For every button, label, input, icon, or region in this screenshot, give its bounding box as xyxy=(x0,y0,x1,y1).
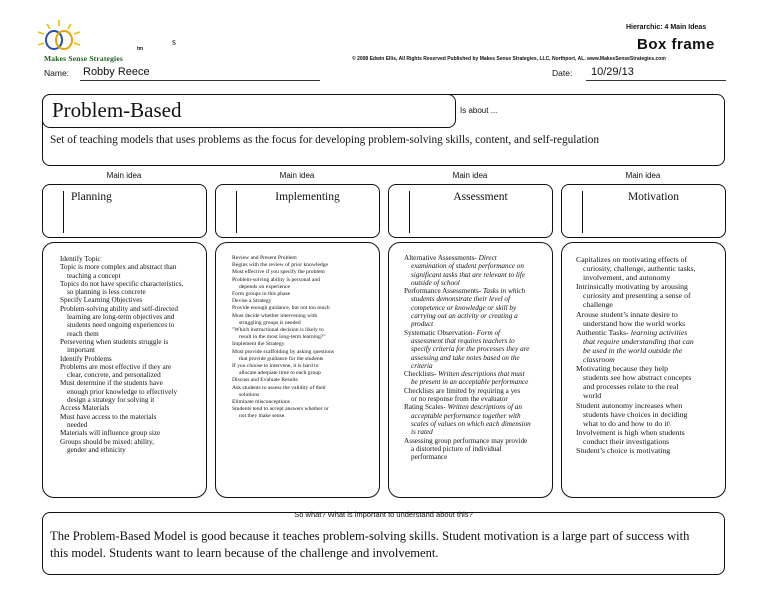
detail-line: Must have access to the materials xyxy=(60,412,157,421)
trademark: tm xyxy=(137,46,144,52)
detail-line: what to do and how to do it\ xyxy=(583,418,671,428)
detail-line: Systematic Observation- Form of xyxy=(404,328,501,337)
detail-line: Rating Scales- Written descriptions of an xyxy=(404,403,522,412)
main-idea-title: Assessment xyxy=(453,191,508,203)
detail-line: Alternative Assessments- Direct xyxy=(404,254,497,262)
detail-line: enough prior knowledge to effectively xyxy=(67,387,178,396)
date-underline xyxy=(586,80,726,81)
details-box-planning xyxy=(42,242,207,498)
detail-line: Access Materials xyxy=(60,404,110,413)
main-idea-title: Motivation xyxy=(627,191,680,203)
detail-line: outside of school xyxy=(411,278,460,287)
detail-line: teaching a concept xyxy=(67,271,121,280)
main-idea-label: Main idea xyxy=(106,171,142,180)
detail-line: Problems are most effective if they are xyxy=(60,362,172,371)
detail-line: allocate adequate time to each group xyxy=(239,370,321,377)
detail-line: Groups should be mixed: ability, xyxy=(60,437,154,446)
detail-line: classroom xyxy=(583,355,615,365)
details-box-assessment xyxy=(388,242,553,498)
detail-line: clear, concrete, and personalized xyxy=(67,371,161,380)
detail-line: world xyxy=(583,391,602,401)
detail-line: Most effective if you specify the problem xyxy=(232,269,325,276)
so-what-label: So what? What is important to understand about this? xyxy=(294,510,473,519)
detail-line: reach them xyxy=(67,329,99,338)
detail-line: specify criteria for the processes they are xyxy=(411,345,530,354)
detail-line: that provide guidance for the students xyxy=(239,355,324,362)
main-idea-box-planning xyxy=(42,184,207,238)
detail-line: students need ongoing experiences to xyxy=(67,321,175,330)
details-box-implementing xyxy=(215,242,380,498)
detail-line: Must decide whether intervening with xyxy=(232,312,318,319)
detail-line: conduct their investigations xyxy=(583,436,670,446)
detail-line: Arouse student’s innate desire to xyxy=(576,309,678,319)
detail-line: performance xyxy=(411,453,448,462)
detail-line: struggling groups is needed xyxy=(239,319,301,326)
detail-line: If you choose to intervene, it is hard to xyxy=(232,363,319,370)
detail-line: examination of student performance on xyxy=(411,262,524,271)
logo-text: Makes Sense Strategies xyxy=(44,54,123,63)
detail-line: Discuss and Evaluate Results xyxy=(232,377,298,384)
detail-line: Persevering when students struggle is xyxy=(60,337,169,346)
detail-line: Form groups in this phase xyxy=(232,291,291,298)
detail-line: design a strategy for solving it xyxy=(67,396,155,405)
detail-line: learning are long-term objectives and xyxy=(67,313,175,322)
detail-line: curiosity and presenting a sense of xyxy=(583,291,691,301)
detail-line: be present in an acceptable performance xyxy=(411,378,529,387)
detail-line: needed xyxy=(67,420,88,429)
main-idea-box-motivation xyxy=(561,184,726,238)
detail-line: Motivating because they help xyxy=(576,364,669,374)
detail-line: Checklists are limited by requiring a yes xyxy=(404,386,521,395)
frame-title: Box frame xyxy=(637,36,715,53)
name-label: Name: xyxy=(44,68,70,78)
detail-line: gender and ethnicity xyxy=(67,445,126,454)
detail-line: Review and Present Problem xyxy=(232,255,297,261)
main-idea-label: Main idea xyxy=(625,171,661,180)
main-idea-title: Implementing xyxy=(275,191,340,203)
detail-line: that require understanding that can xyxy=(583,336,694,346)
detail-line: Begins with the review of prior knowledge xyxy=(232,262,329,269)
detail-line: not they make sense. xyxy=(239,413,286,420)
motivation-details xyxy=(576,255,726,455)
detail-line: carrying out an activity or creating a xyxy=(411,312,518,321)
detail-line: Student autonomy increases when xyxy=(576,400,683,410)
detail-line: assessment that requires teachers to xyxy=(411,336,515,345)
detail-line: acceptable performance together with xyxy=(411,411,521,420)
detail-line: challenge xyxy=(583,300,613,310)
detail-line: Identify Problems xyxy=(60,354,112,363)
so-what-text: The Problem-Based Model is good because it teaches problem-solving skills. Student motivation is a large part of success with this model. Students want to learn because of the challenge and involvement. xyxy=(50,529,690,560)
detail-line: scales of values on which each dimension xyxy=(411,419,531,428)
main-idea-label: Main idea xyxy=(279,171,315,180)
detail-line: Intrinsically motivating by arousing xyxy=(576,282,688,292)
name-underline xyxy=(80,80,320,81)
detail-line: Authentic Tasks- learning activities xyxy=(576,327,688,337)
detail-line: Student’s choice is motivating xyxy=(576,445,671,455)
details-box-motivation xyxy=(561,242,726,498)
copyright: © 2008 Edwin Ellis, All Rights Reserved Published by Makes Sense Strategies, LLC, Northport, AL. www.MakesSenseStrategies.com xyxy=(352,56,666,62)
detail-line: Must determine if the students have xyxy=(60,379,163,388)
detail-line: Devise a Strategy xyxy=(232,298,272,305)
detail-line: a distorted picture of individual xyxy=(411,444,502,453)
topic-description: Set of teaching models that uses problems as the focus for developing problem-solving skills, content, and self-regulation xyxy=(50,134,600,146)
s-mark: s xyxy=(172,37,176,48)
detail-line: criteria xyxy=(411,361,433,370)
detail-line: Involvement is high when students xyxy=(576,427,685,437)
detail-line: competence or knowledge or skill by xyxy=(411,303,517,312)
detail-line: Provide enough guidance, but not too much xyxy=(232,305,330,312)
detail-line: Problem-solving ability and self-directed xyxy=(60,304,178,313)
detail-line: be used in the world outside the xyxy=(583,345,683,355)
detail-line: Materials will influence group size xyxy=(60,429,161,438)
main-idea-title: Planning xyxy=(71,191,112,203)
detail-line: Assessing group performance may provide xyxy=(404,436,528,445)
detail-line: students have choices in deciding xyxy=(583,409,688,419)
detail-line: product xyxy=(411,320,434,329)
detail-line: significant tasks that are relevant to life xyxy=(411,270,526,279)
is-about-label: Is about ... xyxy=(460,106,498,115)
detail-line: solutions xyxy=(239,391,260,398)
detail-line: Topics do not have specific characteristics, xyxy=(60,279,184,288)
detail-line: important xyxy=(67,346,95,355)
implementing-details xyxy=(232,255,378,421)
detail-line: curiosity, challenge, authentic tasks, xyxy=(583,264,696,274)
detail-line: and processes relate to the real xyxy=(583,382,679,392)
detail-line: depends on experience xyxy=(239,283,290,290)
detail-line: Ask students to assess the validity of their xyxy=(232,384,326,391)
hierarchic-label: Hierarchic: 4 Main Ideas xyxy=(626,24,707,31)
detail-line: Capitalizes on motivating effects of xyxy=(576,255,688,264)
date-value: 10/29/13 xyxy=(591,66,634,78)
detail-line: Problem-solving ability is personal and xyxy=(232,276,320,283)
logo-icon xyxy=(34,18,84,56)
planning-details xyxy=(60,255,206,454)
detail-line: Identify Topic xyxy=(60,255,101,263)
detail-line: Must provide scaffolding by asking questions xyxy=(232,348,334,355)
detail-line: Eliminate misconceptions xyxy=(232,399,290,406)
detail-line: or no response from the evaluator xyxy=(411,395,508,404)
detail-line: assessing and take notes based on the xyxy=(411,353,520,362)
name-value: Robby Reece xyxy=(83,66,150,78)
date-label: Date: xyxy=(552,68,573,78)
detail-line: students see how abstract concepts xyxy=(583,373,692,383)
topic-title: Problem-Based xyxy=(52,98,182,122)
detail-line: Checklists- Written descriptions that must xyxy=(404,370,525,379)
detail-line: is rated xyxy=(411,428,433,437)
detail-line: so planning is less concrete xyxy=(67,288,146,297)
main-idea-box-assessment xyxy=(388,184,553,238)
detail-line: "Which instructional decision is likely to xyxy=(232,327,324,334)
detail-line: involvement, and autonomy xyxy=(583,273,671,283)
detail-line: Performance Assessments- Tasks in which xyxy=(404,287,526,296)
detail-line: Topic is more complex and abstract than xyxy=(60,263,177,272)
main-idea-label: Main idea xyxy=(452,171,488,180)
detail-line: students demonstrate their level of xyxy=(411,295,511,304)
detail-line: Implement the Strategy xyxy=(232,341,285,348)
assessment-details xyxy=(404,254,552,461)
detail-line: understand how the world works xyxy=(583,318,686,328)
detail-line: result in the most long-term learning?" xyxy=(239,334,326,341)
detail-line: Students tend to accept answers whether or xyxy=(232,406,329,413)
main-idea-box-implementing xyxy=(215,184,380,238)
detail-line: Specify Learning Objectives xyxy=(60,296,143,305)
